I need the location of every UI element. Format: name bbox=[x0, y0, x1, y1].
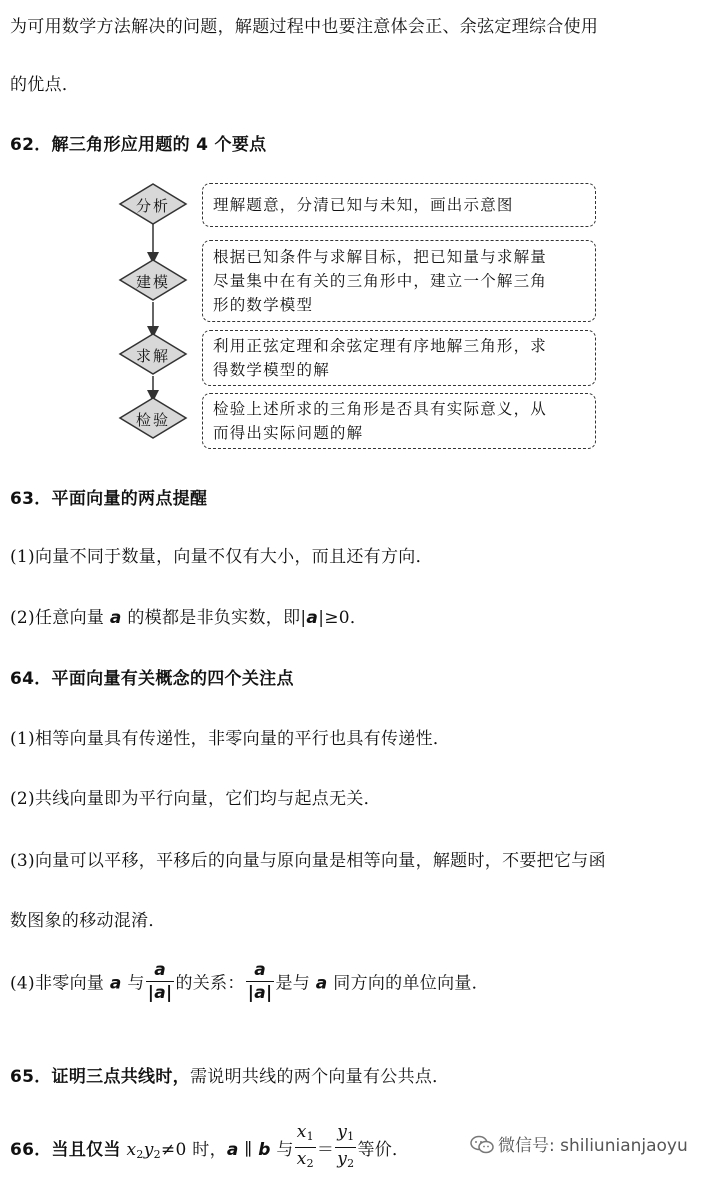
s64-item-3-line-2: 数图象的移动混淆． bbox=[10, 911, 166, 931]
s64-item-2: (2)共线向量即为平行向量，它们均与起点无关． bbox=[10, 789, 381, 809]
s64-item-4 bbox=[10, 962, 489, 1006]
s65-rest: 需说明共线的两个向量有公共点． bbox=[189, 1067, 450, 1087]
s64-item-4-with: 与 bbox=[121, 973, 145, 994]
subscript: 2 bbox=[153, 1148, 161, 1161]
vector-a: a bbox=[109, 973, 122, 994]
s64-item-4-pre: (4)非零向量 bbox=[10, 973, 110, 994]
fraction-numerator: $y_1$ bbox=[335, 1122, 356, 1148]
wechat-icon bbox=[470, 1135, 494, 1160]
s64-item-3-line-1: (3)向量可以平移，平移后的向量与原向量是相等向量，解题时，不要把它与函 bbox=[10, 851, 606, 871]
step-label-analyze: 分析 bbox=[135, 197, 170, 215]
equals-sign: ＝ bbox=[316, 1140, 335, 1160]
step-box-line: 检验上述所求的三角形是否具有实际意义，从 bbox=[213, 400, 548, 418]
subscript: 2 bbox=[136, 1148, 144, 1161]
fraction-a-over-norm-a bbox=[246, 960, 275, 1004]
step-box-verify bbox=[202, 393, 596, 449]
s63-item-2 bbox=[10, 603, 367, 628]
fraction-denominator: $x_2$ bbox=[296, 1149, 314, 1170]
parallel-symbol: ∥ bbox=[238, 1140, 259, 1160]
vector-b: b bbox=[258, 1140, 271, 1160]
step-label-model: 建模 bbox=[135, 273, 170, 291]
s65-line bbox=[10, 1062, 449, 1087]
fraction-numerator: a bbox=[146, 960, 175, 982]
s63-item-1: (1)向量不同于数量，向量不仅有大小，而且还有方向． bbox=[10, 547, 433, 567]
s64-item-4-relation: 的关系： bbox=[175, 973, 245, 994]
s64-item-1: (1)相等向量具有传递性，非零向量的平行也具有传递性． bbox=[10, 729, 451, 749]
step-box-line: 根据已知条件与求解目标，把已知量与求解量 bbox=[213, 248, 548, 266]
vector-a: a bbox=[306, 608, 319, 628]
s63-item-2-mid: 的模都是非负实数，即| bbox=[121, 608, 307, 628]
vector-a: a bbox=[109, 608, 122, 628]
step-box-line: 得数学模型的解 bbox=[213, 361, 330, 379]
s64-item-4-post: 同方向的单位向量． bbox=[327, 973, 489, 994]
s64-item-4-is: 是与 bbox=[275, 973, 316, 994]
s63-item-2-post: |≥0． bbox=[318, 608, 368, 628]
watermark-text: 微信号: shiliunianjaoyu bbox=[498, 1136, 688, 1156]
watermark bbox=[470, 1131, 688, 1160]
s65-bold: 65．证明三点共线时， bbox=[10, 1067, 190, 1087]
fraction-denominator: |a| bbox=[147, 983, 173, 1003]
step-label-verify: 检验 bbox=[135, 411, 170, 429]
section-64-title: 64．平面向量有关概念的四个关注点 bbox=[10, 669, 294, 689]
var-y: y bbox=[143, 1140, 154, 1160]
vector-a: a bbox=[315, 973, 328, 994]
fraction-y1-over-y2 bbox=[335, 1122, 356, 1175]
step-box-line: 利用正弦定理和余弦定理有序地解三角形，求 bbox=[213, 337, 548, 355]
vector-a: a bbox=[226, 1140, 239, 1160]
fraction-a-over-norm-a bbox=[146, 960, 175, 1004]
step-box-analyze bbox=[202, 183, 596, 227]
step-label-solve: 求解 bbox=[135, 347, 170, 365]
fraction-denominator: |a| bbox=[247, 983, 273, 1003]
fraction-numerator: $x_1$ bbox=[295, 1122, 316, 1148]
step-box-line: 尽量集中在有关的三角形中，建立一个解三角 bbox=[213, 272, 548, 290]
s63-item-2-pre: (2)任意向量 bbox=[10, 608, 110, 628]
s66-neq: ≠0 时， bbox=[160, 1140, 227, 1160]
step-box-solve bbox=[202, 330, 596, 386]
fraction-numerator: a bbox=[246, 960, 275, 982]
var-x: x bbox=[126, 1140, 137, 1160]
s66-post: 等价． bbox=[357, 1140, 410, 1160]
s66-bold: 66．当且仅当 bbox=[10, 1140, 121, 1160]
fraction-x1-over-x2 bbox=[295, 1122, 316, 1175]
fraction-denominator: $y_2$ bbox=[337, 1149, 355, 1170]
s66-with: 与 bbox=[270, 1140, 294, 1160]
step-box-model bbox=[202, 240, 596, 322]
s66-line bbox=[10, 1124, 409, 1177]
step-box-line: 而得出实际问题的解 bbox=[213, 424, 364, 442]
intro-line-2: 的优点． bbox=[10, 75, 80, 95]
step-box-line: 形的数学模型 bbox=[213, 296, 314, 314]
section-62-title: 62．解三角形应用题的 4 个要点 bbox=[10, 135, 267, 155]
step-box-line: 理解题意，分清已知与未知，画出示意图 bbox=[213, 196, 514, 214]
intro-line-1: 为可用数学方法解决的问题，解题过程中也要注意体会正、余弦定理综合使用 bbox=[10, 17, 599, 37]
section-63-title: 63．平面向量的两点提醒 bbox=[10, 489, 208, 509]
flowchart bbox=[118, 180, 608, 455]
